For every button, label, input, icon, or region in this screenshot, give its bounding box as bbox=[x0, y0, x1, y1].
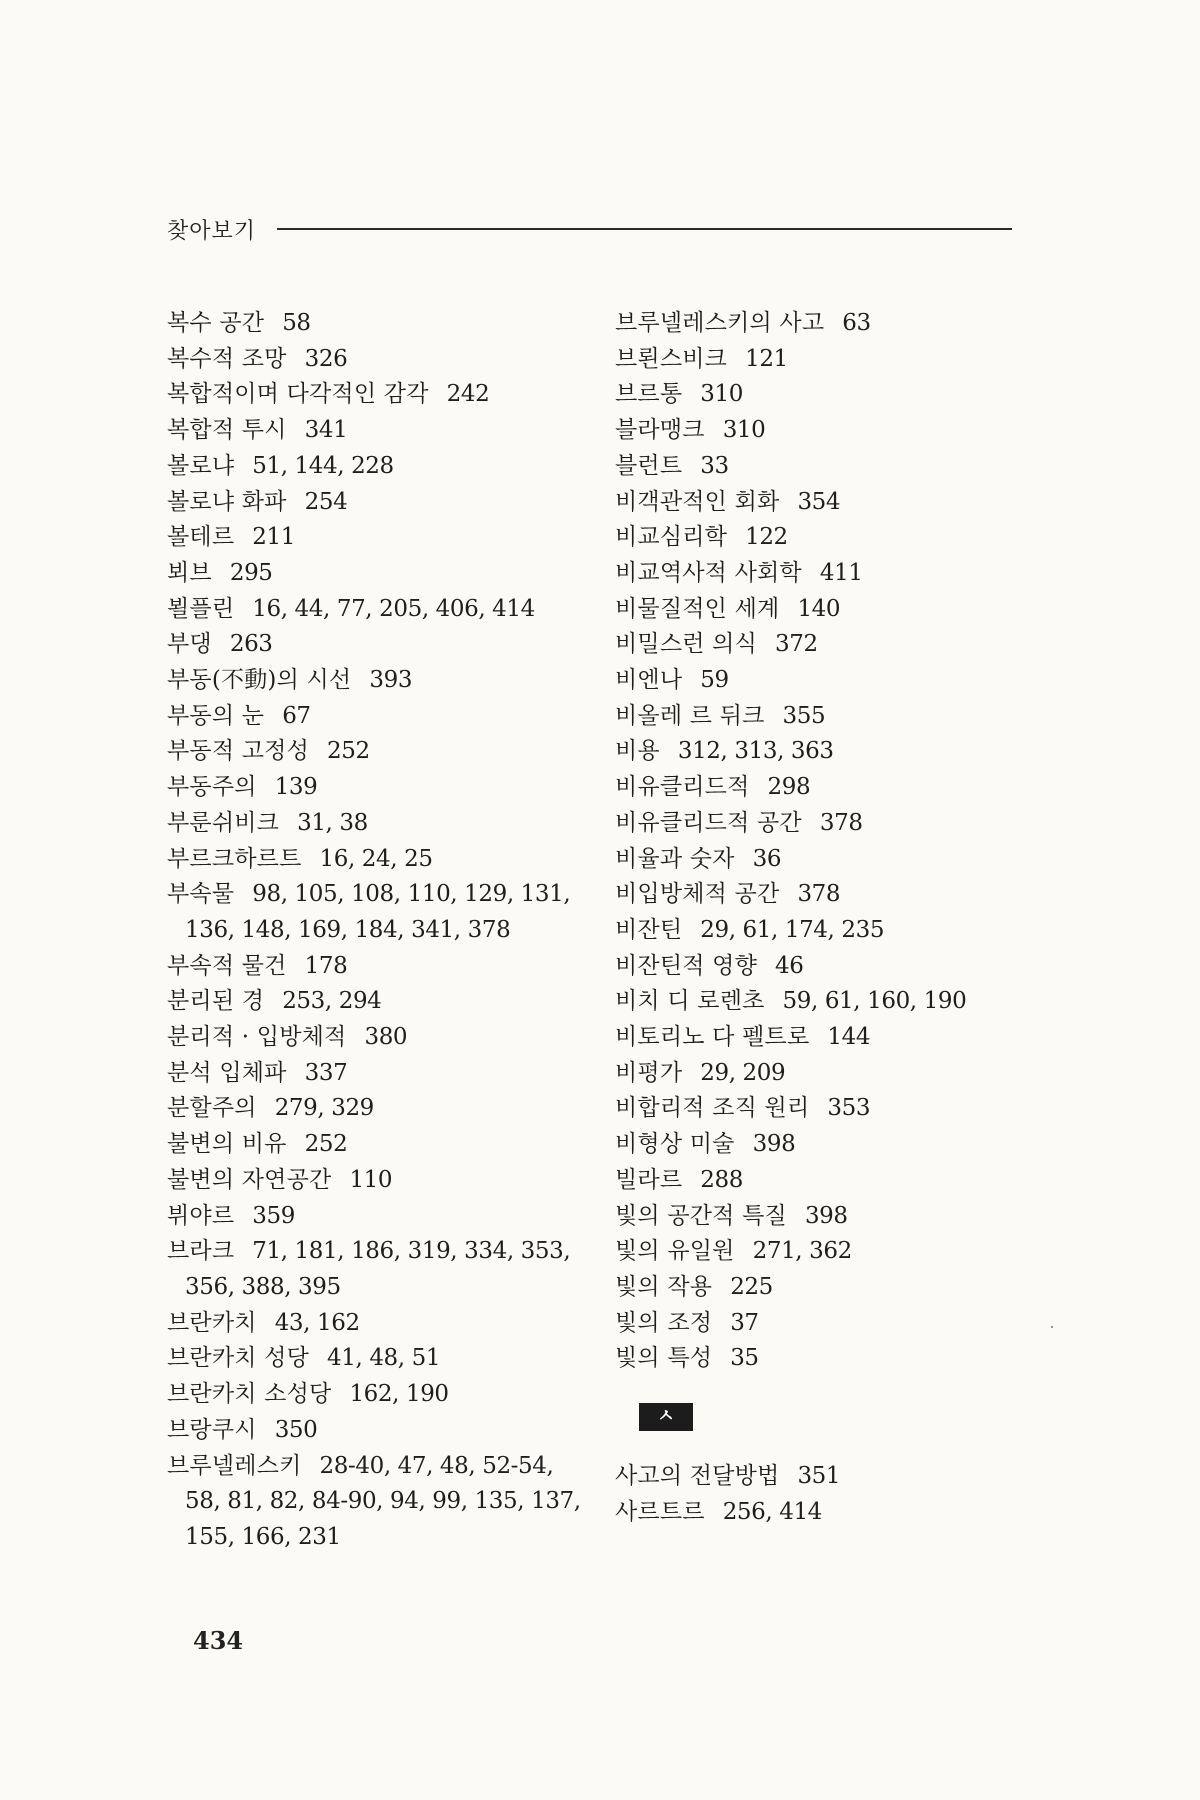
index-entry bbox=[167, 1449, 587, 1556]
index-entry bbox=[615, 413, 1035, 449]
entry-term: 부동의 눈 bbox=[167, 702, 265, 729]
index-entry bbox=[167, 485, 587, 521]
entry-pages-continued: 155, 166, 231 bbox=[185, 1523, 341, 1550]
page-number: 434 bbox=[193, 1626, 244, 1655]
speck-mark bbox=[1051, 1326, 1053, 1328]
index-entry bbox=[615, 949, 1035, 985]
index-column-left bbox=[167, 306, 587, 1556]
entry-pages: 398 bbox=[804, 1202, 848, 1229]
index-entry bbox=[615, 1127, 1035, 1163]
entry-pages: 46 bbox=[775, 952, 804, 979]
entry-term: 분리적 · 입방체적 bbox=[167, 1024, 347, 1051]
entry-pages-continued: 356, 388, 395 bbox=[185, 1273, 341, 1300]
entry-pages: 256, 414 bbox=[722, 1498, 822, 1525]
header-rule bbox=[277, 228, 1012, 230]
index-entry bbox=[167, 984, 587, 1020]
index-entry bbox=[167, 1377, 587, 1413]
index-entry bbox=[615, 485, 1035, 521]
index-entry bbox=[615, 770, 1035, 806]
entry-term: 뷔야르 bbox=[167, 1202, 235, 1229]
index-entry bbox=[615, 1341, 1035, 1377]
entry-term: 빛의 유일원 bbox=[615, 1238, 735, 1265]
index-entry bbox=[167, 1306, 587, 1342]
entry-pages: 298 bbox=[767, 774, 811, 801]
entry-pages: 295 bbox=[229, 559, 273, 586]
index-entry bbox=[615, 806, 1035, 842]
entry-pages: 31, 38 bbox=[297, 809, 368, 836]
index-entry bbox=[167, 949, 587, 985]
entry-pages: 337 bbox=[304, 1059, 348, 1086]
index-entry bbox=[615, 1459, 1035, 1495]
index-entry bbox=[615, 1020, 1035, 1056]
entry-term: 분할주의 bbox=[167, 1095, 257, 1122]
entry-term: 빌라르 bbox=[615, 1166, 683, 1193]
index-entry bbox=[615, 592, 1035, 628]
entry-term: 볼테르 bbox=[167, 524, 235, 551]
entry-pages: 242 bbox=[446, 381, 490, 408]
right-entries bbox=[615, 306, 1035, 1377]
entry-term: 뵐플린 bbox=[167, 595, 235, 622]
entry-term: 부속적 물건 bbox=[167, 952, 287, 979]
entry-pages: 16, 44, 77, 205, 406, 414 bbox=[252, 595, 535, 622]
entry-term: 브루넬레스키 bbox=[167, 1452, 302, 1479]
entry-term: 비유클리드적 공간 bbox=[615, 809, 802, 836]
entry-term: 뵈브 bbox=[167, 559, 212, 586]
entry-term: 복합적이며 다각적인 감각 bbox=[167, 381, 429, 408]
index-entry bbox=[167, 877, 587, 948]
entry-pages: 252 bbox=[304, 1131, 348, 1158]
entry-term: 브란카치 성당 bbox=[167, 1345, 310, 1372]
index-entry bbox=[167, 306, 587, 342]
entry-term: 브랑쿠시 bbox=[167, 1416, 257, 1443]
entry-pages: 263 bbox=[229, 631, 273, 658]
entry-pages: 225 bbox=[730, 1273, 773, 1300]
entry-pages: 122 bbox=[745, 524, 788, 551]
index-entry bbox=[615, 1199, 1035, 1235]
entry-term: 브르통 bbox=[615, 381, 683, 408]
index-entry bbox=[167, 734, 587, 770]
entry-term: 비잔틴 bbox=[615, 916, 683, 943]
entry-term: 비토리노 다 펠트로 bbox=[615, 1024, 810, 1051]
entry-term: 블런트 bbox=[615, 452, 683, 479]
entry-term: 부댕 bbox=[167, 631, 212, 658]
header-title: 찾아보기 bbox=[167, 219, 257, 244]
entry-term: 부동(不動)의 시선 bbox=[167, 667, 352, 694]
entry-pages: 139 bbox=[274, 774, 318, 801]
entry-pages: 36 bbox=[752, 845, 782, 872]
entry-term: 빛의 조정 bbox=[615, 1309, 713, 1336]
entry-term: 비객관적인 회화 bbox=[615, 488, 780, 515]
entry-term: 복수 공간 bbox=[167, 310, 265, 336]
section-entries bbox=[615, 1459, 1035, 1530]
entry-pages: 288 bbox=[700, 1166, 743, 1193]
entry-term: 블라맹크 bbox=[615, 417, 705, 444]
entry-pages: 254 bbox=[304, 488, 348, 515]
entry-term: 브뢴스비크 bbox=[615, 345, 728, 372]
index-entry bbox=[167, 1056, 587, 1092]
entry-term: 비유클리드적 bbox=[615, 774, 750, 801]
entry-pages: 378 bbox=[797, 881, 841, 908]
index-entry bbox=[615, 449, 1035, 485]
entry-pages: 279, 329 bbox=[274, 1095, 374, 1122]
entry-term: 비올레 르 뒤크 bbox=[615, 702, 765, 729]
entry-term: 비엔나 bbox=[615, 667, 683, 694]
entry-term: 부동주의 bbox=[167, 774, 257, 801]
index-entry bbox=[167, 699, 587, 735]
entry-pages: 393 bbox=[369, 667, 413, 694]
entry-pages: 178 bbox=[304, 952, 348, 979]
entry-pages: 37 bbox=[730, 1309, 759, 1336]
entry-pages: 326 bbox=[304, 345, 348, 372]
section-marker: ㅅ bbox=[639, 1403, 693, 1431]
entry-pages: 310 bbox=[700, 381, 743, 408]
index-entry bbox=[615, 877, 1035, 913]
entry-pages: 350 bbox=[274, 1416, 318, 1443]
entry-pages: 252 bbox=[327, 738, 370, 765]
entry-pages: 271, 362 bbox=[752, 1238, 852, 1265]
index-entry bbox=[167, 770, 587, 806]
entry-pages: 98, 105, 108, 110, 129, 131, bbox=[252, 881, 571, 908]
entry-pages-continued: 58, 81, 82, 84-90, 94, 99, 135, 137, bbox=[185, 1488, 581, 1515]
entry-term: 복합적 투시 bbox=[167, 417, 287, 444]
entry-term: 볼로냐 화파 bbox=[167, 488, 287, 515]
entry-pages: 33 bbox=[700, 452, 729, 479]
entry-pages: 140 bbox=[797, 595, 841, 622]
entry-term: 비합리적 조직 원리 bbox=[615, 1095, 810, 1122]
entry-pages: 144 bbox=[827, 1024, 871, 1051]
index-entry bbox=[615, 913, 1035, 949]
index-entry bbox=[167, 1127, 587, 1163]
index-entry bbox=[615, 1091, 1035, 1127]
entry-pages: 51, 144, 228 bbox=[252, 452, 394, 479]
running-header bbox=[167, 214, 1012, 248]
entry-term: 부룬쉬비크 bbox=[167, 809, 280, 836]
entry-term: 비입방체적 공간 bbox=[615, 881, 780, 908]
index-entry bbox=[615, 1056, 1035, 1092]
index-entry bbox=[167, 627, 587, 663]
entry-pages: 355 bbox=[782, 702, 826, 729]
entry-pages: 41, 48, 51 bbox=[327, 1345, 441, 1372]
entry-term: 빛의 작용 bbox=[615, 1273, 713, 1300]
index-entry bbox=[615, 699, 1035, 735]
entry-pages: 71, 181, 186, 319, 334, 353, bbox=[252, 1238, 571, 1265]
entry-pages: 29, 61, 174, 235 bbox=[700, 916, 885, 943]
index-entry bbox=[167, 520, 587, 556]
entry-pages: 59, 61, 160, 190 bbox=[782, 988, 967, 1015]
index-entry bbox=[167, 1234, 587, 1305]
entry-term: 부동적 고정성 bbox=[167, 738, 310, 765]
index-entry bbox=[167, 663, 587, 699]
entry-term: 부르크하르트 bbox=[167, 845, 302, 872]
entry-term: 브란카치 소성당 bbox=[167, 1381, 332, 1408]
entry-term: 비평가 bbox=[615, 1059, 683, 1086]
entry-term: 불변의 자연공간 bbox=[167, 1166, 332, 1193]
entry-pages: 351 bbox=[797, 1463, 841, 1490]
index-entry bbox=[615, 734, 1035, 770]
index-entry bbox=[615, 377, 1035, 413]
entry-pages: 253, 294 bbox=[282, 988, 382, 1015]
index-entry bbox=[615, 663, 1035, 699]
index-entry bbox=[615, 842, 1035, 878]
entry-term: 브라크 bbox=[167, 1238, 235, 1265]
index-entry bbox=[167, 342, 587, 378]
entry-term: 비형상 미술 bbox=[615, 1131, 735, 1158]
entry-pages: 353 bbox=[827, 1095, 871, 1122]
index-entry bbox=[167, 842, 587, 878]
index-entry bbox=[615, 306, 1035, 342]
entry-pages: 63 bbox=[842, 310, 871, 336]
index-entry bbox=[615, 1495, 1035, 1531]
index-entry bbox=[615, 342, 1035, 378]
entry-pages: 110 bbox=[349, 1166, 393, 1193]
entry-pages: 16, 24, 25 bbox=[319, 845, 433, 872]
entry-pages: 211 bbox=[252, 524, 295, 551]
entry-pages: 310 bbox=[722, 417, 766, 444]
entry-pages: 354 bbox=[797, 488, 841, 515]
entry-term: 볼로냐 bbox=[167, 452, 235, 479]
entry-term: 브루넬레스키의 사고 bbox=[615, 310, 825, 336]
entry-term: 분석 입체파 bbox=[167, 1059, 287, 1086]
entry-pages: 58 bbox=[282, 310, 311, 336]
entry-pages: 121 bbox=[745, 345, 788, 372]
index-entry bbox=[615, 984, 1035, 1020]
index-entry bbox=[167, 1413, 587, 1449]
entry-term: 비율과 숫자 bbox=[615, 845, 735, 872]
entry-term: 사르트르 bbox=[615, 1498, 705, 1525]
entry-pages: 29, 209 bbox=[700, 1059, 786, 1086]
index-entry bbox=[167, 449, 587, 485]
index-entry bbox=[615, 556, 1035, 592]
entry-term: 비밀스런 의식 bbox=[615, 631, 758, 658]
entry-pages: 312, 313, 363 bbox=[677, 738, 834, 765]
entry-term: 부속물 bbox=[167, 881, 235, 908]
index-entry bbox=[615, 1163, 1035, 1199]
index-entry bbox=[167, 1199, 587, 1235]
entry-pages: 398 bbox=[752, 1131, 796, 1158]
entry-term: 비용 bbox=[615, 738, 660, 765]
index-column-right bbox=[615, 306, 1035, 1531]
entry-pages: 162, 190 bbox=[349, 1381, 449, 1408]
index-entry bbox=[167, 1091, 587, 1127]
entry-term: 브란카치 bbox=[167, 1309, 257, 1336]
entry-term: 불변의 비유 bbox=[167, 1131, 287, 1158]
index-entry bbox=[167, 1341, 587, 1377]
entry-term: 빛의 공간적 특질 bbox=[615, 1202, 787, 1229]
entry-pages: 380 bbox=[364, 1024, 408, 1051]
index-entry bbox=[615, 1270, 1035, 1306]
entry-term: 비교심리학 bbox=[615, 524, 728, 551]
entry-pages: 359 bbox=[252, 1202, 295, 1229]
index-entry bbox=[167, 377, 587, 413]
index-entry bbox=[167, 592, 587, 628]
entry-term: 분리된 경 bbox=[167, 988, 265, 1015]
entry-pages: 341 bbox=[304, 417, 348, 444]
entry-pages: 411 bbox=[819, 559, 863, 586]
index-entry bbox=[615, 1306, 1035, 1342]
index-entry bbox=[167, 556, 587, 592]
entry-pages: 43, 162 bbox=[274, 1309, 360, 1336]
entry-term: 비교역사적 사회학 bbox=[615, 559, 802, 586]
entry-pages: 372 bbox=[775, 631, 818, 658]
entry-term: 비잔틴적 영향 bbox=[615, 952, 758, 979]
index-entry bbox=[615, 520, 1035, 556]
entry-pages-continued: 136, 148, 169, 184, 341, 378 bbox=[185, 916, 511, 943]
entry-term: 사고의 전달방법 bbox=[615, 1463, 780, 1490]
entry-term: 비물질적인 세계 bbox=[615, 595, 780, 622]
entry-pages: 28-40, 47, 48, 52-54, bbox=[319, 1452, 554, 1479]
index-entry bbox=[167, 413, 587, 449]
entry-pages: 35 bbox=[730, 1345, 759, 1372]
entry-pages: 378 bbox=[819, 809, 863, 836]
entry-pages: 59 bbox=[700, 667, 729, 694]
entry-term: 빛의 특성 bbox=[615, 1345, 713, 1372]
entry-term: 복수적 조망 bbox=[167, 345, 287, 372]
index-entry bbox=[167, 1163, 587, 1199]
index-entry bbox=[167, 806, 587, 842]
index-entry bbox=[167, 1020, 587, 1056]
index-entry bbox=[615, 627, 1035, 663]
index-entry bbox=[615, 1234, 1035, 1270]
entry-pages: 67 bbox=[282, 702, 311, 729]
entry-term: 비치 디 로렌초 bbox=[615, 988, 765, 1015]
